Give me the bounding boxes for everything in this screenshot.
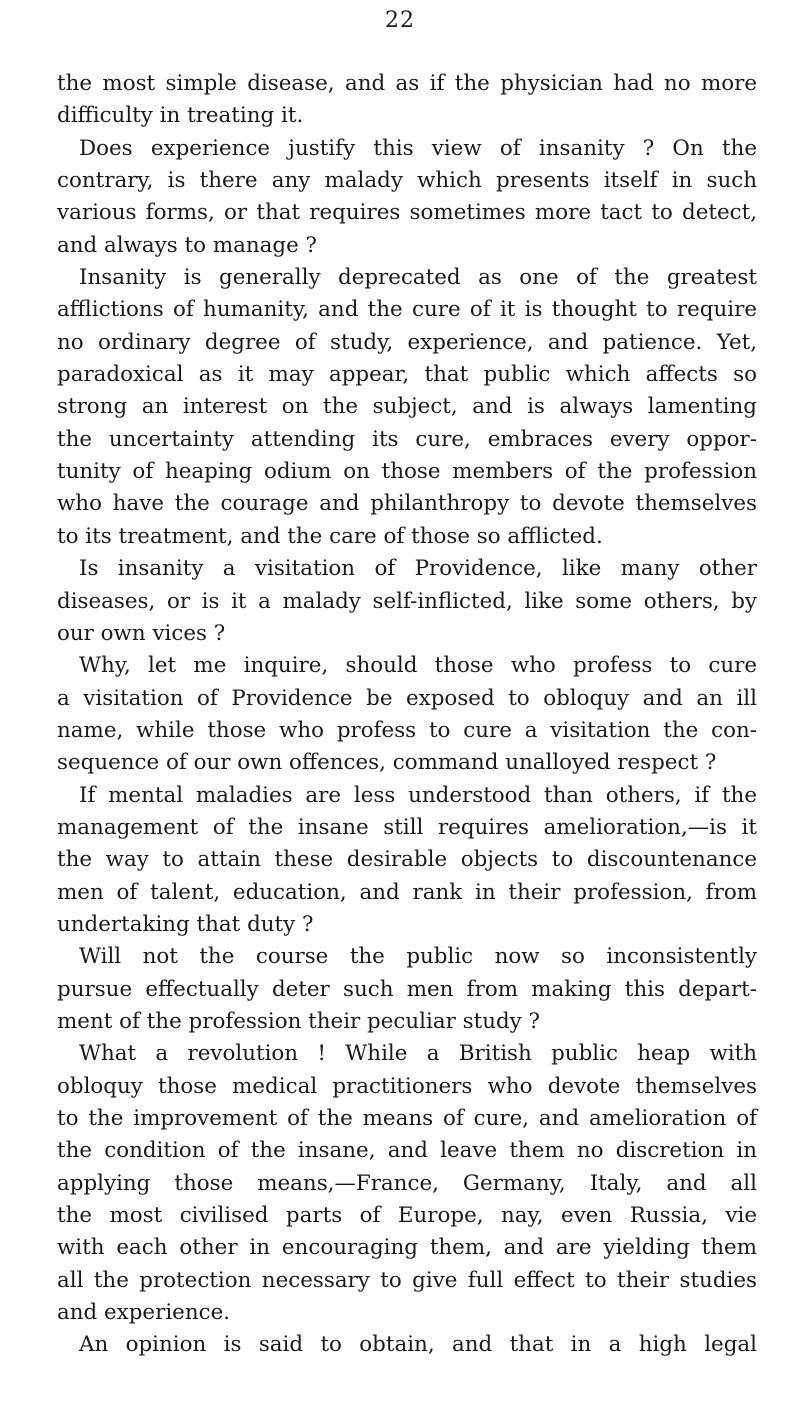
text-line: diseases, or is it a malady self-inflicted, like some others, by [57,588,757,614]
text-line: Is insanity a visitation of Providence, like many other [79,556,757,582]
page-number: 22 [385,8,415,33]
text-line: who have the courage and philanthropy to devote themselves [57,491,757,517]
text-line: the most simple disease, and as if the physician had no more [57,71,757,96]
text-line: and always to manage ? [57,232,317,258]
text-line: the most civilised parts of Europe, nay, even Russia, vie [57,1203,757,1229]
text-line: undertaking that duty ? [57,911,314,937]
text-line: the uncertainty attending its cure, embraces every oppor- [57,426,757,452]
text-line: applying those means,—France, Germany, Italy, and all [57,1170,757,1196]
text-line: to the improvement of the means of cure, and amelioration of [57,1106,757,1131]
text-line: a visitation of Providence be exposed to obloquy and an ill [57,685,757,711]
text-line: paradoxical as it may appear, that public which affects so [57,362,757,388]
text-line: no ordinary degree of study, experience, and patience. Yet, [57,329,757,355]
text-line: to its treatment, and the care of those so afflicted. [57,523,603,549]
text-line: Why, let me inquire, should those who profess to cure [79,653,757,679]
text-line: men of talent, education, and rank in their profession, from [57,879,757,905]
text-line: Will not the course the public now so inconsistently [79,944,757,970]
text-line: various forms, or that requires sometimes more tact to detect, [57,200,757,226]
text-line: obloquy those medical practitioners who devote themselves [57,1073,757,1099]
text-line: afflictions of humanity, and the cure of it is thought to require [57,297,757,323]
text-line: Does experience justify this view of insanity ? On the [79,135,757,161]
text-line: An opinion is said to obtain, and that in a high legal [79,1332,757,1358]
text-line: What a revolution ! While a British public heap with [79,1041,757,1067]
text-line: name, while those who profess to cure a visitation the con- [57,717,757,743]
text-line: the condition of the insane, and leave them no discretion in [57,1138,757,1164]
text-line: strong an interest on the subject, and is always lamenting [57,394,757,420]
text-line: sequence of our own offences, command unalloyed respect ? [57,750,717,776]
text-line: with each other in encouraging them, and are yielding them [57,1235,757,1261]
body-text [57,68,757,1362]
text-line: If mental maladies are less understood than others, if the [79,782,757,808]
text-line: and experience. [57,1300,231,1326]
text-line: ment of the profession their peculiar study ? [57,1008,541,1034]
text-line: contrary, is there any malady which presents itself in such [57,168,757,194]
text-line: the way to attain these desirable objects to discountenance [57,847,757,873]
text-line: Insanity is generally deprecated as one of the greatest [79,265,757,291]
text-line: all the protection necessary to give full effect to their studies [57,1267,757,1293]
text-line: management of the insane still requires amelioration,—is it [57,814,757,840]
text-line: difficulty in treating it. [57,103,304,129]
text-line: our own vices ? [57,620,226,646]
text-line: tunity of heaping odium on those members of the profession [57,459,757,485]
text-line: pursue effectually deter such men from making this depart- [57,976,757,1002]
